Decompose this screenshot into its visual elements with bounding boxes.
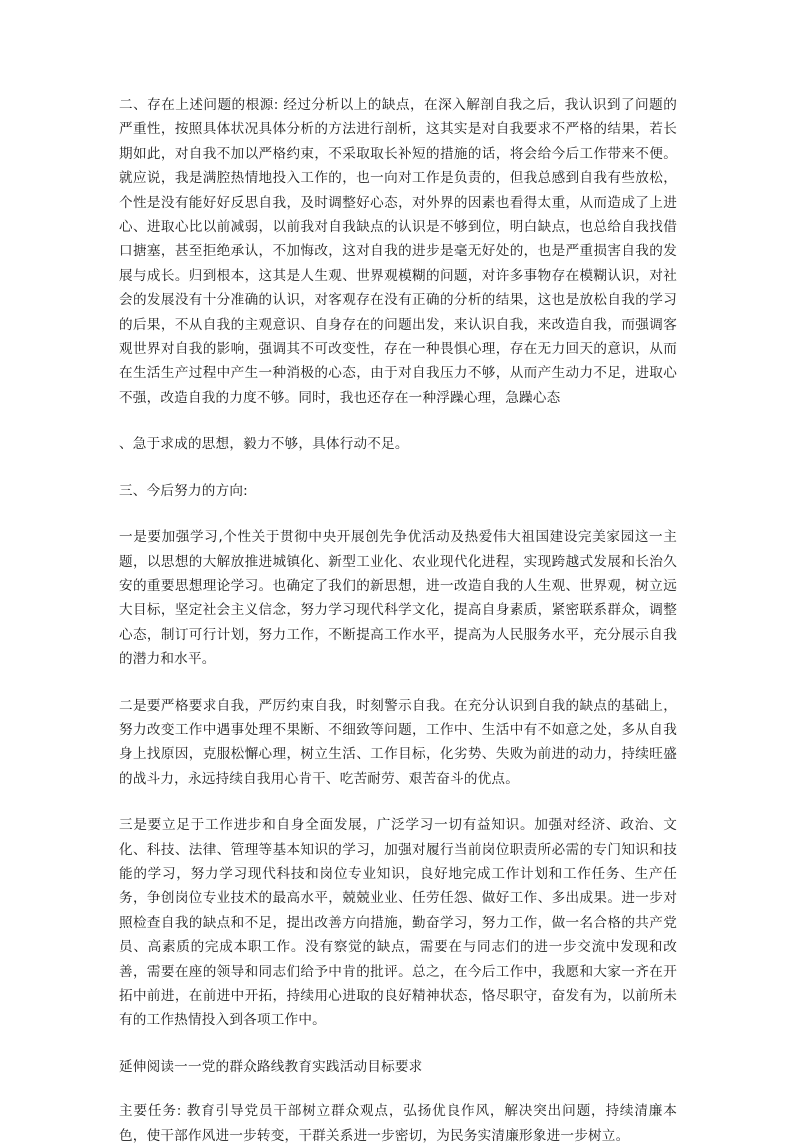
- paragraph-strict-requirements: 二是要严格要求自我，严厉约束自我，时刻警示自我。在充分认识到自我的缺点的基础上，努力改变工作中遇事处理不果断、不细致等问题，工作中、生活中有不如意之处，多从自我身上找原因，克服松懈心理，树立生活、工作目标，化劣势、失败为前进的动力，持续旺盛的战斗力，永远持续自我用心肯干、吃苦耐劳、艰苦奋斗的优点。: [119, 697, 677, 787]
- extended-reading-heading: 延伸阅读一一党的群众路线教育实践活动目标要求: [119, 1058, 423, 1075]
- document-body: [119, 93, 677, 1148]
- paragraph-root-causes-continued: 、急于求成的思想，毅力不够，具体行动不足。: [119, 436, 409, 453]
- paragraph-strengthen-study: 一是要加强学习,个性关于贯彻中央开展创先争优活动及热爱伟大祖国建设完美家园这一主题，以思想的大解放推进城镇化、新型工业化、农业现代化进程，实现跨越式发展和长治久安的重要思想理论学习。也确定了我们的新思想，进一改造自我的人生观、世界观，树立远大目标，坚定社会主义信念，努力学习现代科学文化，提高自身素质，紧密联系群众，调整心态，制订可行计划，努力工作，不断提高工作水平，提高为人民服务水平，充分展示自我的潜力和水平。: [119, 529, 677, 668]
- section-heading-future-direction: 三、今后努力的方向:: [119, 482, 248, 499]
- paragraph-main-tasks: 主要任务: 教育引导党员干部树立群众观点，弘扬优良作风，解决突出问题，持续清廉本色，使干部作风进一步转变，干群关系进一步密切，为民务实清廉形象进一步树立。: [119, 1103, 677, 1144]
- paragraph-root-causes: 二、存在上述问题的根源: 经过分析以上的缺点，在深入解剖自我之后，我认识到了问题的严重性，按照具体状况具体分析的方法进行剖析，这其实是对自我要求不严格的结果，若长期如此，对自我不加以严格约束，不采取取长补短的措施的话，将会给今后工作带来不便。就应说，我是满腔热情地投入工作的，也一向对工作是负责的，但我总感到自我有些放松，个性是没有能好好反思自我，及时调整好心态，对外界的因素也看得太重，从而造成了上进心、进取心比以前减弱，以前我对自我缺点的认识是不够到位，明白缺点，也总给自我找借口搪塞，甚至拒绝承认，不加悔改，这对自我的进步是毫无好处的，也是严重损害自我的发展与成长。归到根本，这其是人生观、世界观模糊的问题，对许多事物存在模糊认识，对社会的发展没有十分准确的认识，对客观存在没有正确的分析的结果，这也是放松自我的学习的后果，不从自我的主观意识、自身存在的问题出发，来认识自我，来改造自我，而强调客观世界对自我的影响，强调其不可改变性，存在一种畏惧心理，存在无力回天的意识，从而在生活生产过程中产生一种消极的心态，由于对自我压力不够，从而产生动力不足，进取心不强，改造自我的力度不够。同时，我也还存在一种浮躁心理，急躁心态: [119, 97, 677, 406]
- paragraph-work-progress: 三是要立足于工作进步和自身全面发展，广泛学习一切有益知识。加强对经济、政治、文化、科技、法律、管理等基本知识的学习，加强对履行当前岗位职责所必需的专门知识和技能的学习，努力学习现代科技和岗位专业知识，良好地完成工作计划和工作任务、生产任务，争创岗位专业技术的最高水平，兢兢业业、任劳任怨、做好工作、多出成果。进一步对照检查自我的缺点和不足，提出改善方向措施，勤奋学习，努力工作，做一名合格的共产党员、高素质的完成本职工作。没有察觉的缺点，需要在与同志们的进一步交流中发现和改善，需要在座的领导和同志们给予中肯的批评。总之，在今后工作中，我愿和大家一齐在开拓中前进，在前进中开拓，持续用心进取的良好精神状态，恪尽职守，奋发有为，以前所未有的工作热情投入到各项工作中。: [119, 817, 677, 1029]
